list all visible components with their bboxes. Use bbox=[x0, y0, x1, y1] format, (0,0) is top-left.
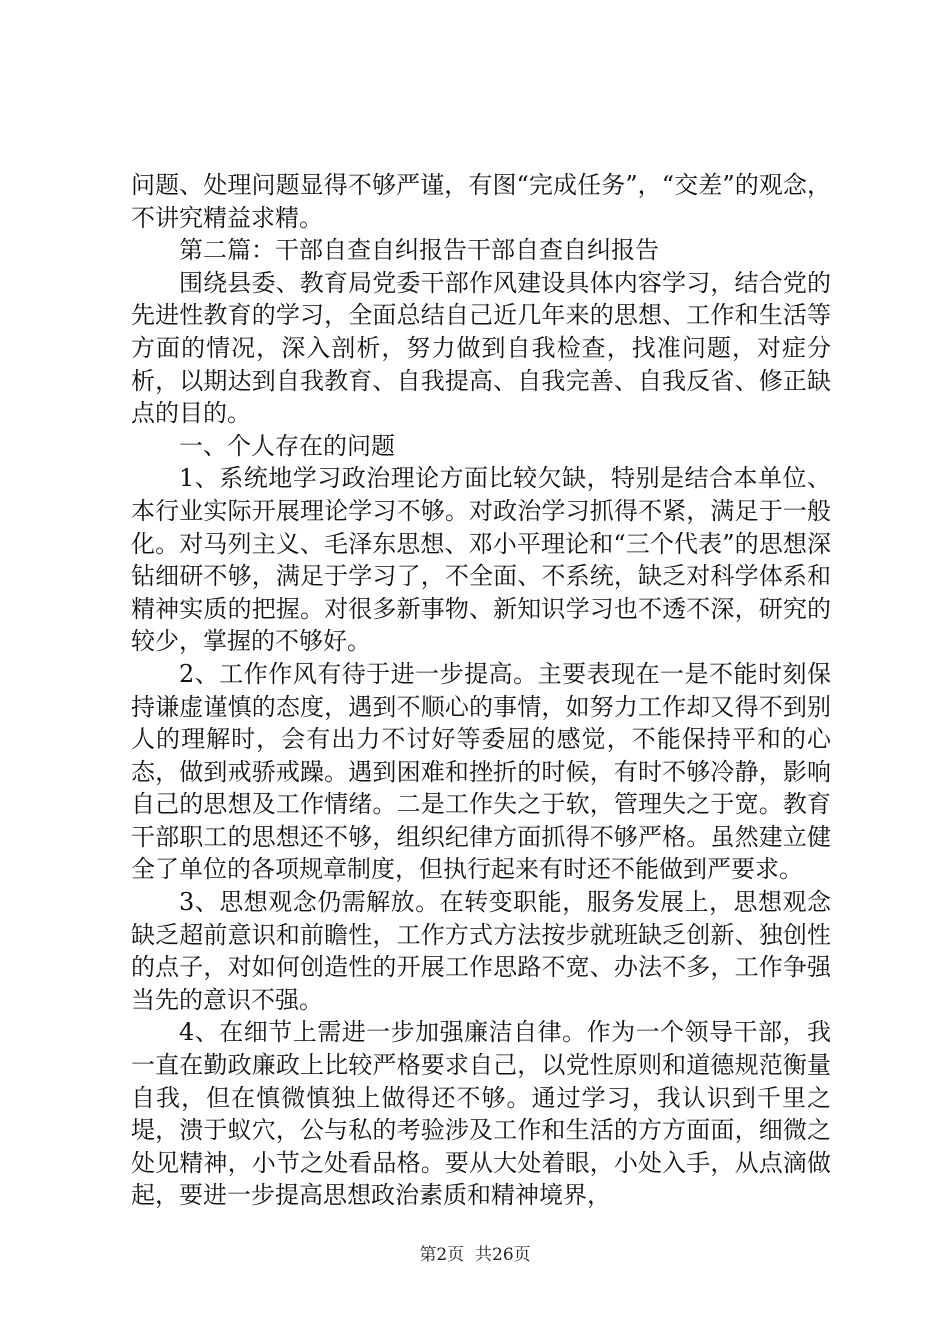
paragraph-continuation: 问题、处理问题显得不够严谨，有图“完成任务”，“交差”的观念，不讲究精益求精。 bbox=[131, 171, 831, 232]
page-number: 第2页 bbox=[419, 1245, 465, 1265]
page-footer bbox=[0, 1240, 950, 1265]
paragraph-item-4: 4、在细节上需进一步加强廉洁自律。作为一个领导干部，我一直在勤政廉政上比较严格要求自己，以党性原则和道德规范衡量自我，但在慎微慎独上做得还不够。通过学习，我认识到千里之堤，溃于蚁穴，公与私的考验涉及工作和生活的方方面面，细微之处见精神，小节之处看品格。要从大处着眼，小处入手，从点滴做起，要进一步提高思想政治素质和精神境界， bbox=[131, 1018, 831, 1210]
page-total: 共26页 bbox=[475, 1245, 531, 1265]
paragraph-item-2: 2、工作作风有待于进一步提高。主要表现在一是不能时刻保持谦虚谨慎的态度，遇到不顺心的事情，如努力工作却又得不到别人的理解时，会有出力不讨好等委屈的感觉，不能保持平和的心态，做到戒骄戒躁。遇到困难和挫折的时候，有时不够冷静，影响自己的思想及工作情绪。二是工作失之于软，管理失之于宽。教育干部职工的思想还不够，组织纪律方面抓得不够严格。虽然建立健全了单位的各项规章制度，但执行起来有时还不能做到严要求。 bbox=[131, 659, 831, 884]
paragraph-item-3: 3、思想观念仍需解放。在转变职能，服务发展上，思想观念缺乏超前意识和前瞻性，工作方式方法按步就班缺乏创新、独创性的点子，对如何创造性的开展工作思路不宽、办法不多，工作争强当先的意识不强。 bbox=[131, 888, 831, 1014]
paragraph-intro: 围绕县委、教育局党委干部作风建设具体内容学习，结合党的先进性教育的学习，全面总结自己近几年来的思想、工作和生活等方面的情况，深入剖析，努力做到自我检查，找准问题，对症分析，以期达到自我教育、自我提高、自我完善、自我反省、修正缺点的目的。 bbox=[131, 268, 831, 428]
document-body bbox=[131, 169, 831, 1212]
subsection-heading: 一、个人存在的问题 bbox=[179, 431, 395, 460]
section-heading: 第二篇：干部自查自纠报告干部自查自纠报告 bbox=[179, 236, 659, 265]
paragraph-item-1: 1、系统地学习政治理论方面比较欠缺，特别是结合本单位、本行业实际开展理论学习不够。对政治学习抓得不紧，满足于一般化。对马列主义、毛泽东思想、邓小平理论和“三个代表”的思想深钻细研不够，满足于学习了，不全面、不系统，缺乏对科学体系和精神实质的把握。对很多新事物、新知识学习也不透不深，研究的较少，掌握的不够好。 bbox=[131, 464, 831, 656]
